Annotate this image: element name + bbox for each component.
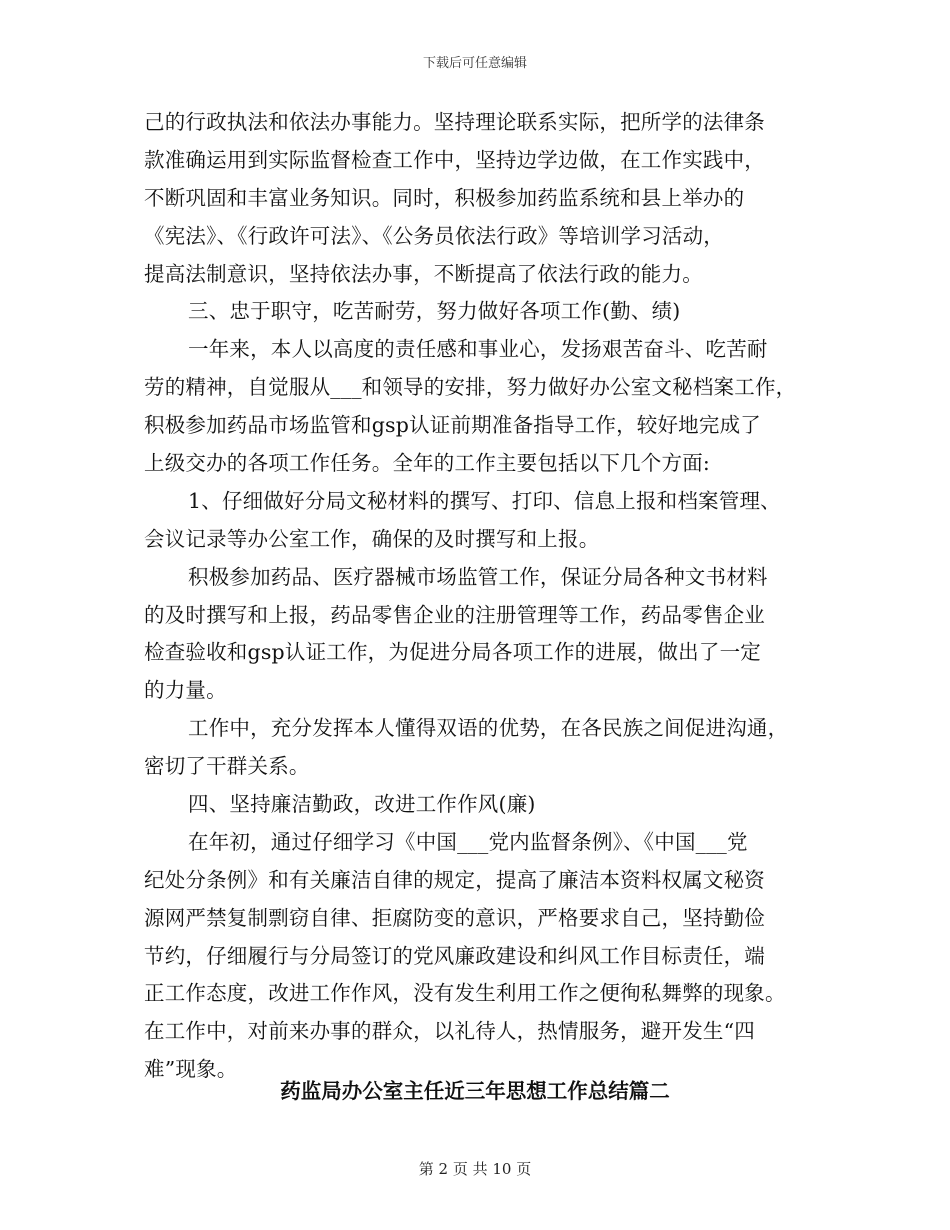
- body-line: 会议记录等办公室工作，确保的及时撰写和上报。: [144, 526, 600, 551]
- body-line: 上级交办的各项工作任务。全年的工作主要包括以下几个方面:: [144, 451, 711, 476]
- body-line: 检查验收和gsp认证工作，为促进分局各项工作的进展，做出了一定: [144, 640, 761, 665]
- body-line: 难”现象。: [144, 1057, 238, 1082]
- body-line: 提高法制意识，坚持依法办事，不断提高了依法行政的能力。: [144, 261, 703, 286]
- document-body: [144, 104, 820, 1089]
- page-header-note: 下载后可任意编辑: [422, 56, 527, 71]
- body-line: 己的行政执法和依法办事能力。坚持理论联系实际，把所学的法律条: [144, 110, 765, 134]
- body-line: 款准确运用到实际监督检查工作中，坚持边学边做，在工作实践中，: [144, 147, 765, 172]
- body-line: 四、坚持廉洁勤政，改进工作作风(廉): [188, 792, 536, 817]
- body-line: 的力量。: [144, 678, 227, 703]
- body-line: 在年初，通过仔细学习《中国___党内监督条例》、《中国___党: [188, 829, 748, 854]
- body-line: 工作中，充分发挥本人懂得双语的优势，在各民族之间促进沟通，: [188, 716, 789, 741]
- body-line: 密切了干群关系。: [144, 754, 310, 779]
- body-line: 源网严禁复制剽窃自律、拒腐防变的意识，严格要求自己，坚持勤俭: [144, 905, 765, 930]
- body-line: 《宪法》、《行政许可法》、《公务员依法行政》等培训学习活动，: [144, 223, 724, 248]
- body-line: 1、仔细做好分局文秘材料的撰写、打印、信息上报和档案管理、: [188, 488, 781, 513]
- body-line: 的及时撰写和上报，药品零售企业的注册管理等工作，药品零售企业: [144, 602, 765, 627]
- body-line: 正工作态度，改进工作作风，没有发生利用工作之便徇私舞弊的现象。: [144, 981, 786, 1006]
- body-line: 不断巩固和丰富业务知识。同时，积极参加药监系统和县上举办的: [144, 185, 745, 210]
- body-line: 三、忠于职守，吃苦耐劳，努力做好各项工作(勤、绩): [188, 299, 681, 324]
- section-title: 药监局办公室主任近三年思想工作总结篇二: [280, 1079, 670, 1103]
- body-line: 积极参加药品市场监管和gsp认证前期准备指导工作，较好地完成了: [144, 413, 761, 438]
- body-line: 在工作中，对前来办事的群众，以礼待人，热情服务，避开发生“四: [144, 1019, 755, 1044]
- body-line: 积极参加药品、医疗器械市场监管工作，保证分局各种文书材料: [188, 564, 768, 589]
- page-footer: 第 2 页 共 10 页: [418, 1160, 532, 1178]
- body-line: 劳的精神，自觉服从___和领导的安排，努力做好办公室文秘档案工作，: [144, 375, 797, 400]
- body-line: 一年来，本人以高度的责任感和事业心，发扬艰苦奋斗、吃苦耐: [188, 337, 768, 362]
- body-line: 节约，仔细履行与分局签订的党风廉政建设和纠风工作目标责任，端: [144, 943, 765, 968]
- body-line: 纪处分条例》和有关廉洁自律的规定，提高了廉洁本资料权属文秘资: [144, 867, 765, 892]
